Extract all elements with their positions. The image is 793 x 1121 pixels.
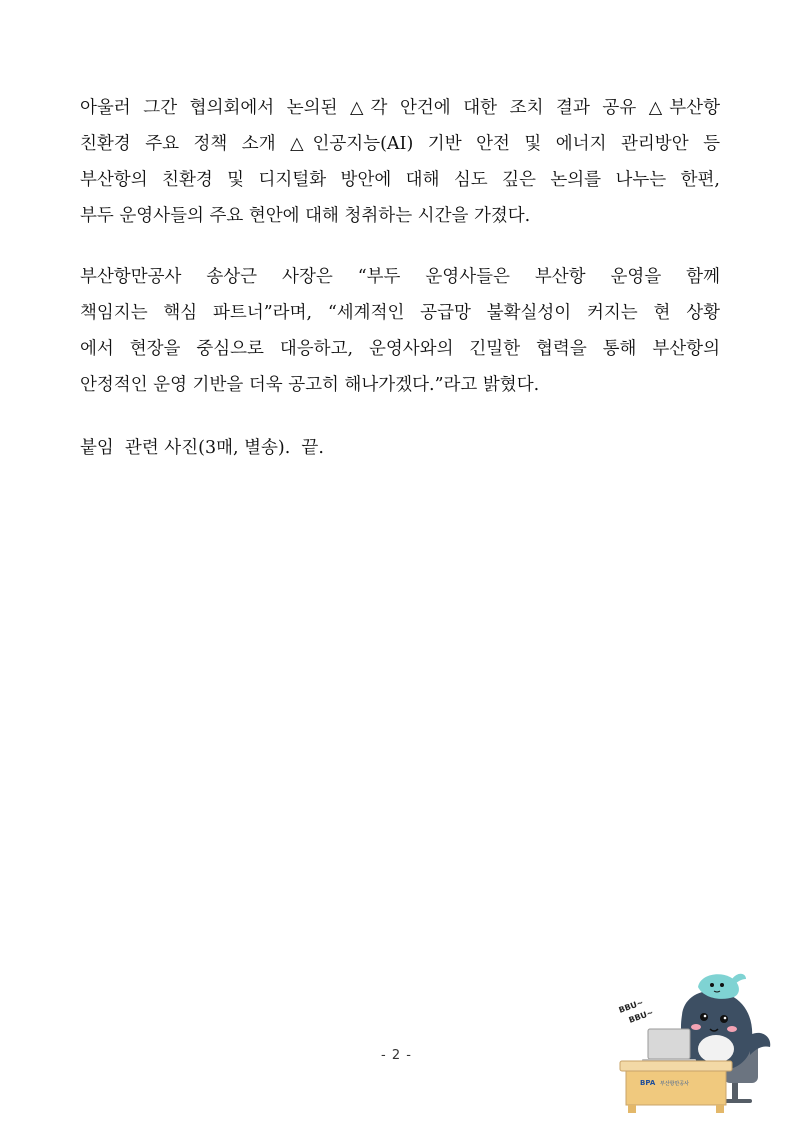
paragraph-line: 책임지는 핵심 파트너”라며, “세계적인 공급망 불확실성이 커지는 현 상황 bbox=[80, 303, 720, 323]
laptop-icon bbox=[642, 1029, 696, 1063]
paragraph-line: 아울러 그간 협의회에서 논의된 △각 안건에 대한 조치 결과 공유 △부산항 bbox=[80, 98, 720, 118]
attachment-note: 붙임 관련 사진(3매, 별송). 끝. bbox=[80, 438, 324, 458]
paragraph-line: 안정적인 운영 기반을 더욱 공고히 해나가겠다.”라고 밝혔다. bbox=[80, 375, 540, 395]
speech-text: BBU~ bbox=[627, 1007, 655, 1025]
desk-icon bbox=[620, 1061, 732, 1113]
paragraph-line: 부산항만공사 송상근 사장은 “부두 운영사들은 부산항 운영을 함께 bbox=[80, 267, 720, 287]
mascot-illustration bbox=[612, 965, 782, 1115]
paragraph-line: 부산항의 친환경 및 디지털화 방안에 대해 심도 깊은 논의를 나누는 한편, bbox=[80, 170, 720, 190]
paragraph-line: 친환경 주요 정책 소개 △인공지능(AI) 기반 안전 및 에너지 관리방안 등 bbox=[80, 134, 720, 154]
paragraph-ceo-quote bbox=[80, 259, 720, 403]
paragraph-meeting-discussion bbox=[80, 90, 720, 234]
speech-text: BBU~ bbox=[617, 997, 645, 1015]
desk-logo-text: BPA bbox=[640, 1079, 656, 1087]
page-number: - 2 - bbox=[381, 1048, 412, 1063]
desk-logo-subtext: 부산항만공사 bbox=[660, 1081, 689, 1087]
paragraph-line: 부두 운영사들의 주요 현안에 대해 청취하는 시간을 가졌다. bbox=[80, 206, 531, 226]
paragraph-line: 에서 현장을 중심으로 대응하고, 운영사와의 긴밀한 협력을 통해 부산항의 bbox=[80, 339, 720, 359]
